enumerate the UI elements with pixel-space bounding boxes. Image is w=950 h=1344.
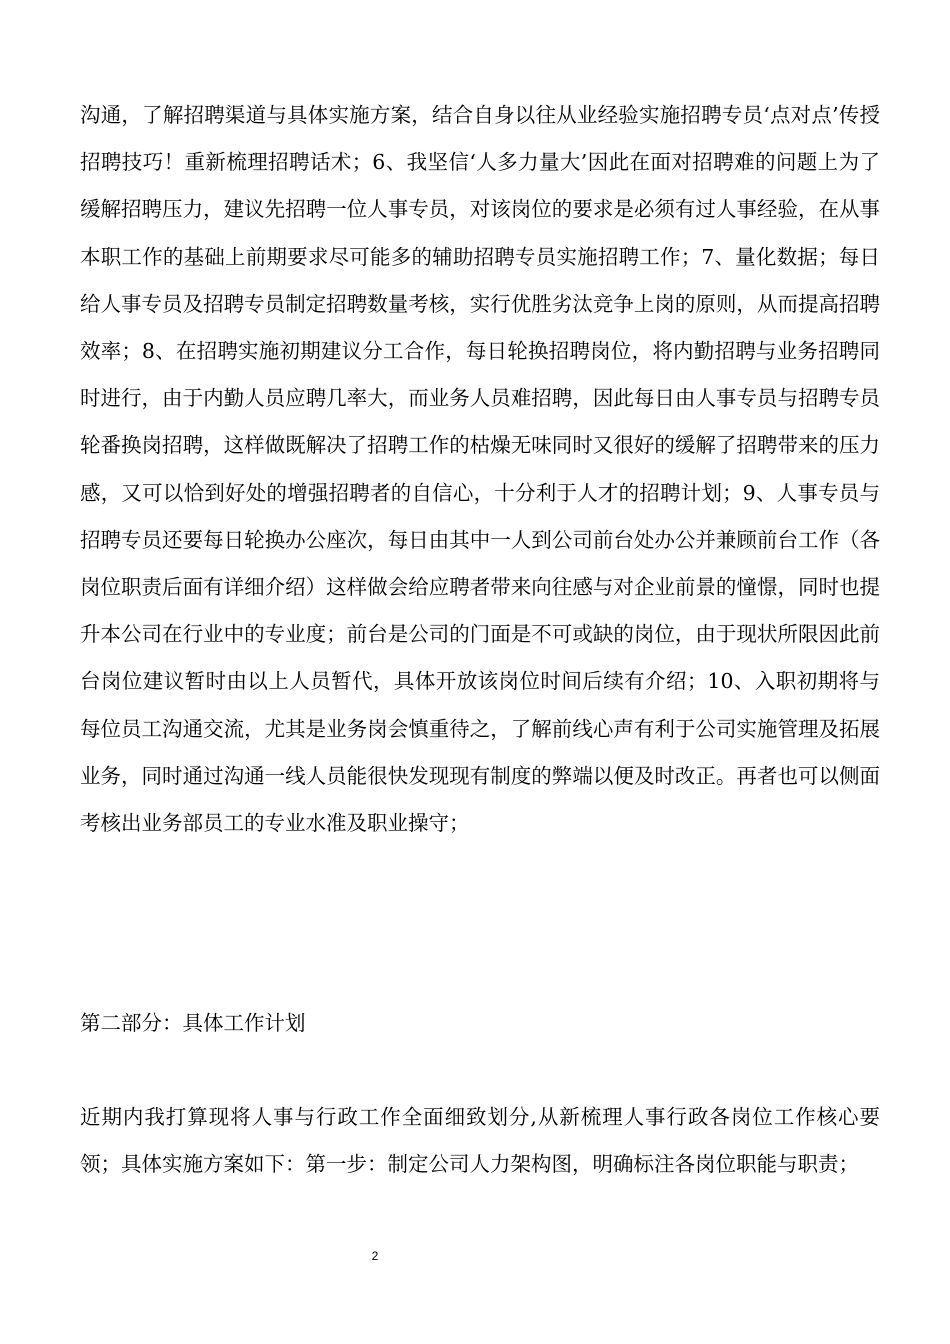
section-heading: 第二部分：具体工作计划 [80, 1011, 306, 1035]
body-paragraph: 沟通，了解招聘渠道与具体实施方案，结合自身以往从业经验实施招聘专员‘点对点’传授招聘技巧！重新梳理招聘话术；6、我坚信‘人多力量大’因此在面对招聘难的问题上为了缓解招聘压力，建议先招聘一位人事专员，对该岗位的要求是必须有过人事经验，在从事本职工作的基础上前期要求尽可能多的辅助招聘专员实施招聘工作；7、量化数据；每日给人事专员及招聘专员制定招聘数量考核，实行优胜劣汰竞争上岗的原则，从而提高招聘效率；8、在招聘实施初期建议分工合作，每日轮换招聘岗位，将内勤招聘与业务招聘同时进行，由于内勤人员应聘几率大，而业务人员难招聘，因此每日由人事专员与招聘专员轮番换岗招聘，这样做既解决了招聘工作的枯燥无味同时又很好的缓解了招聘带来的压力感，又可以恰到好处的增强招聘者的自信心，十分利于人才的招聘计划；9、人事专员与招聘专员还要每日轮换办公座次，每日由其中一人到公司前台处办公并兼顾前台工作（各岗位职责后面有详细介绍）这样做会给应聘者带来向往感与对企业前景的憧憬，同时也提升本公司在行业中的专业度；前台是公司的门面是不可或缺的岗位，由于现状所限因此前台岗位建议暂时由以上人员暂代，具体开放该岗位时间后续有介绍；10、入职初期将与每位员工沟通交流，尤其是业务岗会慎重待之，了解前线心声有利于公司实施管理及拓展业务，同时通过沟通一线人员能很快发现现有制度的弊端以便及时改正。再者也可以侧面考核出业务部员工的专业水准及职业操守； [80, 103, 880, 836]
page-number: 2 [371, 1249, 379, 1263]
body-paragraph: 近期内我打算现将人事与行政工作全面细致划分,从新梳理人事行政各岗位工作核心要领；具体实施方案如下：第一步：制定公司人力架构图，明确标注各岗位职能与职责； [80, 1105, 880, 1177]
